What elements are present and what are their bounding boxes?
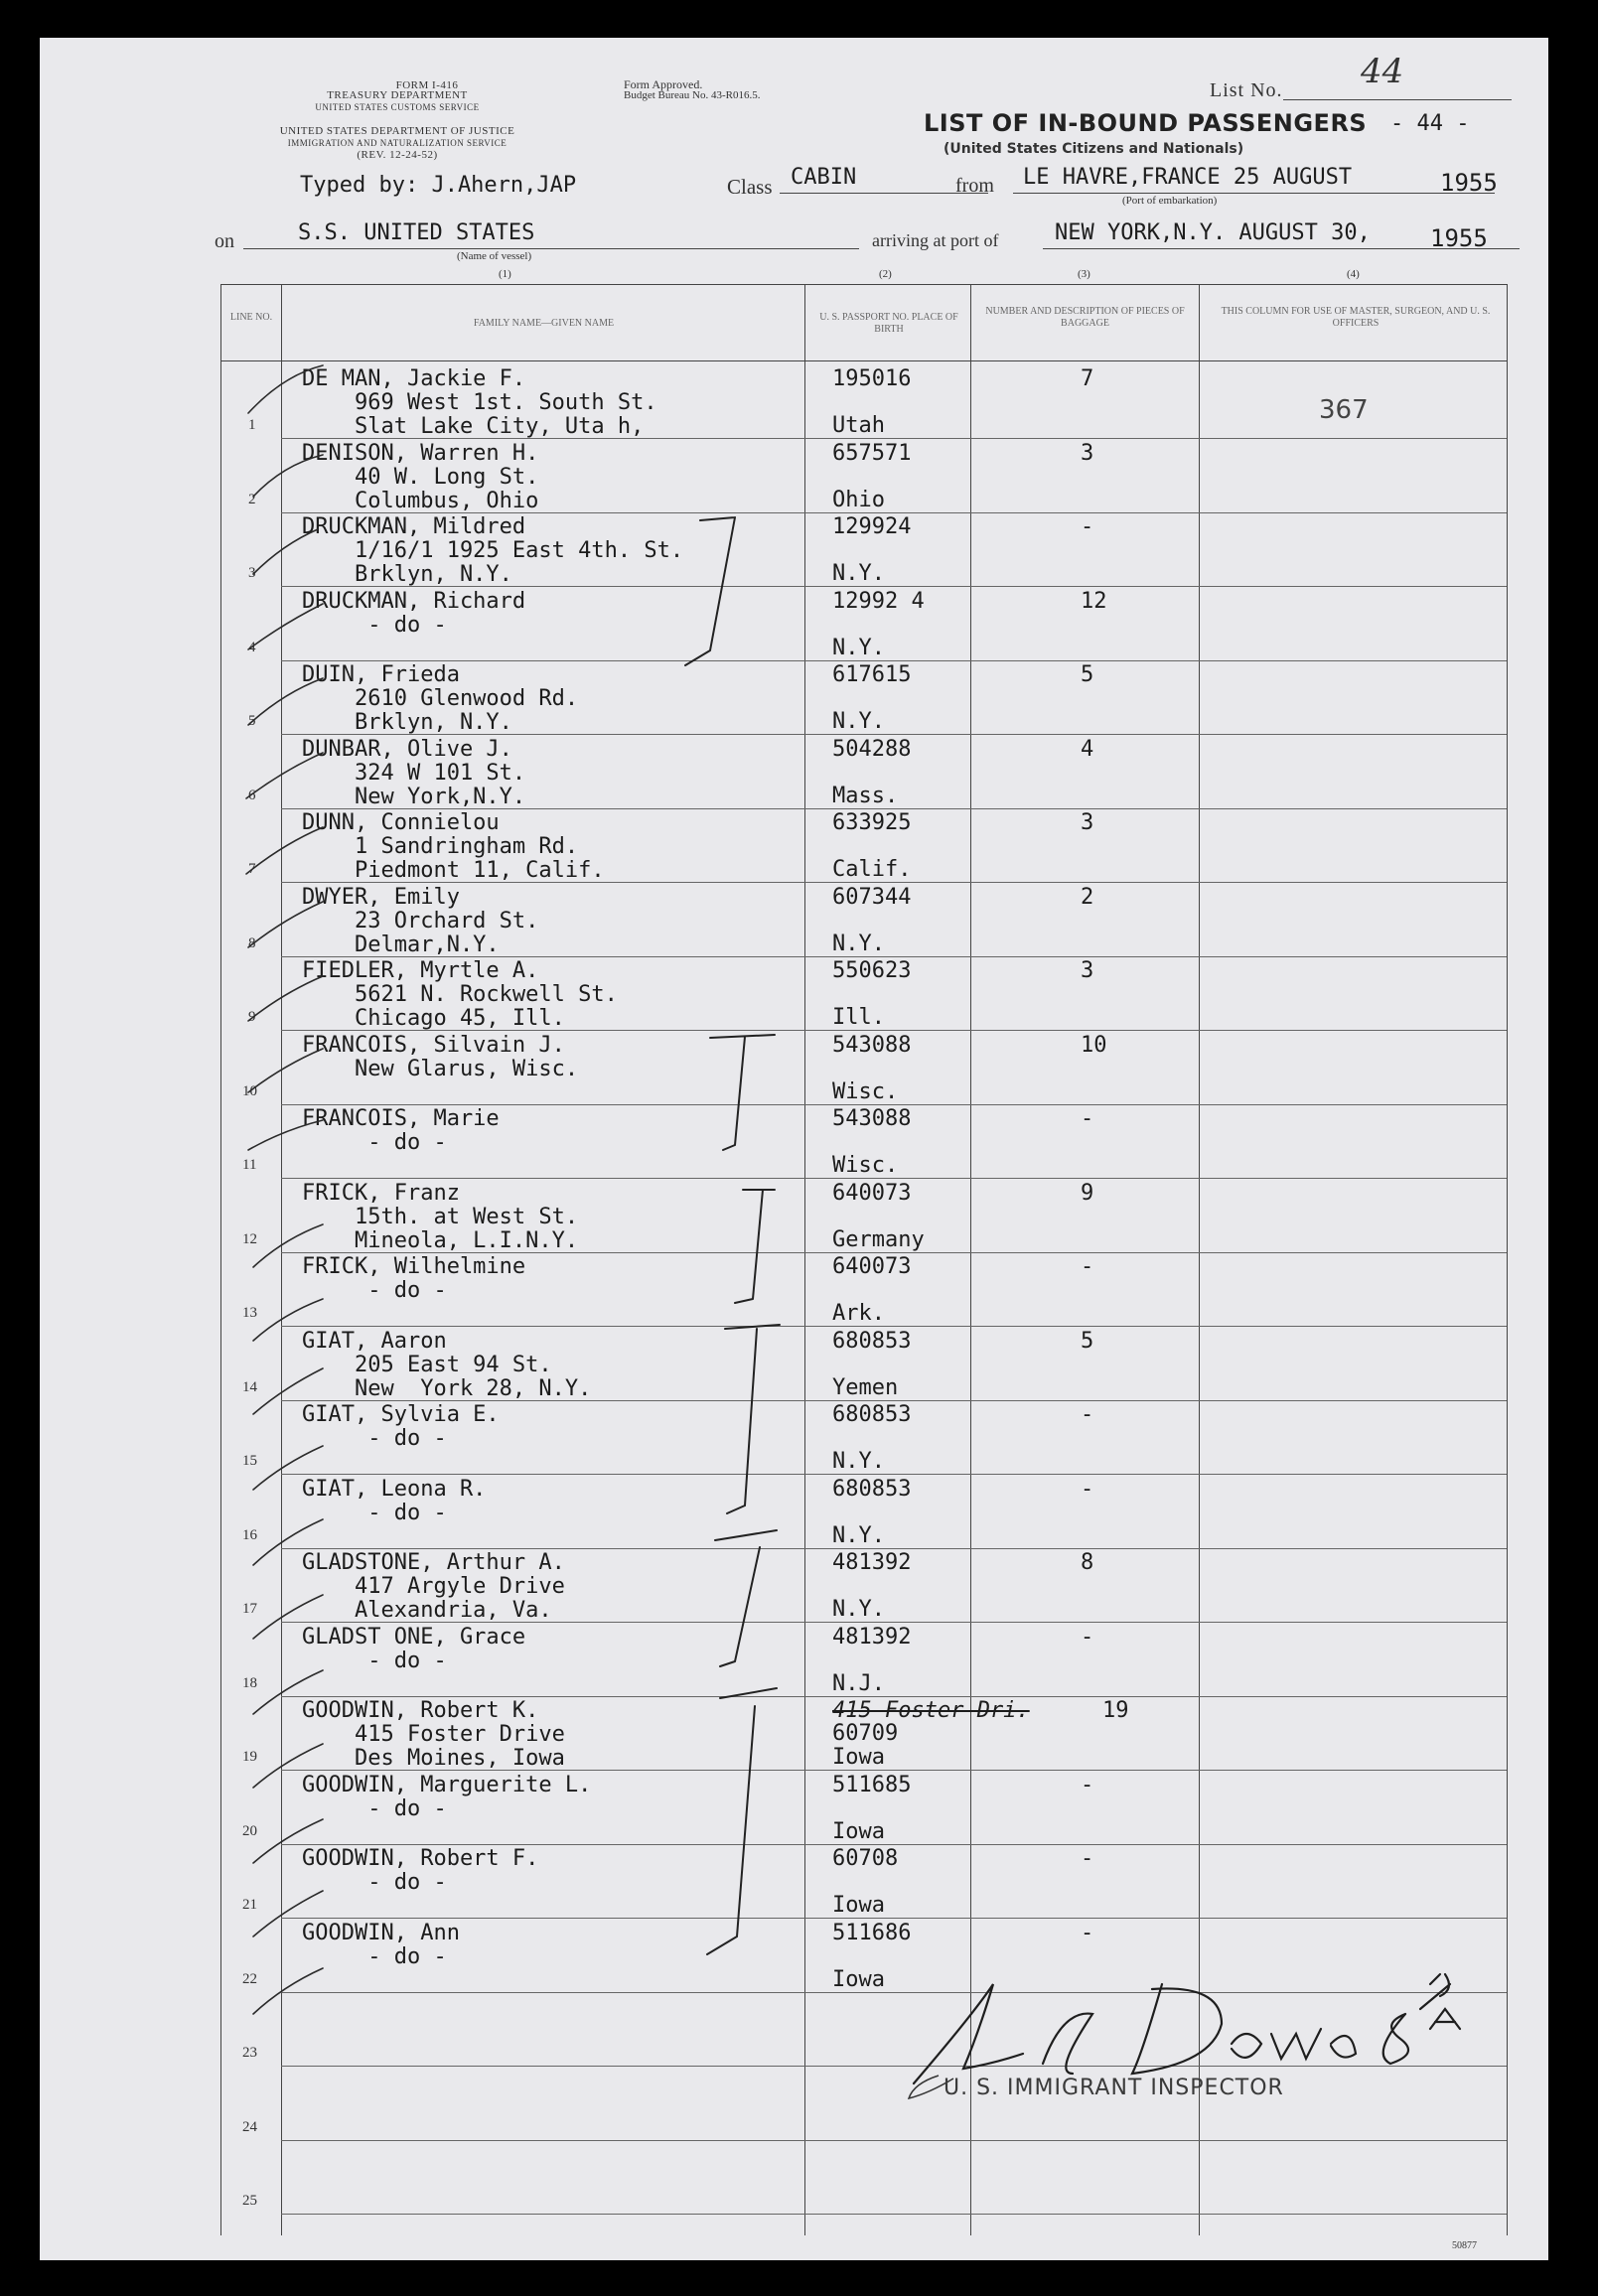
place-of-birth: Ohio — [832, 488, 885, 512]
line-number: 23 — [242, 2045, 257, 2061]
passport-number-corrected: 60709 — [832, 1721, 899, 1746]
col-num-4: (4) — [1347, 268, 1360, 280]
passport-number: 543088 — [832, 1033, 912, 1058]
officer-note: 367 — [1319, 395, 1369, 425]
passenger-address: 324 W 101 St. — [302, 761, 526, 786]
line-number: 8 — [248, 935, 256, 951]
arriving-label: arriving at port of — [872, 230, 999, 250]
col-header-passport: U. S. PASSPORT NO. PLACE OF BIRTH — [819, 312, 958, 335]
place-of-birth: N.Y. — [832, 636, 885, 660]
passenger-address: 40 W. Long St. — [302, 465, 539, 490]
passenger-name: GOODWIN, Robert F. — [302, 1846, 539, 1871]
passport-number: 680853 — [832, 1402, 912, 1427]
line-number: 2 — [248, 492, 256, 507]
passenger-name: FRICK, Wilhelmine — [302, 1254, 526, 1279]
class-label: Class — [727, 175, 773, 199]
passport-number: 481392 — [832, 1625, 912, 1650]
place-of-birth: N.Y. — [832, 1449, 885, 1474]
vessel-caption: (Name of vessel) — [457, 250, 532, 262]
ins-service: IMMIGRATION AND NATURALIZATION SERVICE — [287, 138, 508, 148]
place-of-birth: N.J. — [832, 1671, 885, 1696]
place-of-birth: Utah — [832, 413, 885, 438]
baggage-count: 3 — [1081, 441, 1094, 466]
place-of-birth: N.Y. — [832, 709, 885, 734]
passenger-address: Brklyn, N.Y. — [302, 562, 512, 587]
passport-number: 543088 — [832, 1106, 912, 1131]
budget-bureau: Budget Bureau No. 43-R016.5. — [624, 89, 761, 101]
passenger-name: GOODWIN, Marguerite L. — [302, 1773, 592, 1797]
line-number: 15 — [242, 1453, 257, 1469]
justice-dept: UNITED STATES DEPARTMENT OF JUSTICE — [279, 125, 515, 137]
baggage-count: 4 — [1081, 737, 1094, 762]
place-of-birth: N.Y. — [832, 932, 885, 956]
passenger-address: - do - — [302, 1944, 447, 1969]
footer-code: 50877 — [1452, 2240, 1477, 2251]
place-of-birth: Ill. — [832, 1005, 885, 1030]
passport-number: 633925 — [832, 810, 912, 835]
baggage-count: 10 — [1081, 1033, 1107, 1058]
baggage-count: - — [1081, 1921, 1094, 1945]
passenger-address: 417 Argyle Drive — [302, 1574, 565, 1599]
passenger-name: DENISON, Warren H. — [302, 441, 539, 466]
line-number: 13 — [242, 1305, 257, 1321]
line-number: 1 — [248, 417, 256, 433]
passenger-address: - do - — [302, 1870, 447, 1895]
port-embark-caption: (Port of embarkation) — [1122, 195, 1218, 207]
line-number: 20 — [242, 1823, 257, 1839]
line-number: 9 — [248, 1009, 256, 1025]
treasury-dept: TREASURY DEPARTMENT — [327, 89, 468, 101]
place-of-birth: N.Y. — [832, 561, 885, 586]
col-num-1: (1) — [499, 268, 511, 280]
passport-number: 657571 — [832, 441, 912, 466]
form-approved: Form Approved. — [624, 77, 703, 91]
baggage-count: 5 — [1081, 662, 1094, 687]
passport-number: 511685 — [832, 1773, 912, 1797]
col-num-2: (2) — [879, 268, 892, 280]
place-of-birth: Ark. — [832, 1301, 885, 1326]
place-of-birth: Germany — [832, 1227, 925, 1252]
place-of-birth: Iowa — [832, 1745, 885, 1770]
passport-number: 640073 — [832, 1181, 912, 1206]
place-of-birth: Iowa — [832, 1967, 885, 1992]
passport-number: 640073 — [832, 1254, 912, 1279]
passport-number: 550623 — [832, 958, 912, 983]
line-number: 24 — [242, 2119, 257, 2135]
passenger-name: DWYER, Emily — [302, 885, 460, 910]
baggage-count: 3 — [1081, 810, 1094, 835]
baggage-count: - — [1081, 1106, 1094, 1131]
passport-number: 481392 — [832, 1550, 912, 1575]
passenger-name: GLADST ONE, Grace — [302, 1625, 526, 1650]
line-number: 14 — [242, 1379, 257, 1395]
place-of-birth: Iowa — [832, 1893, 885, 1918]
passport-number: 12992 4 — [832, 589, 925, 614]
passenger-name: GIAT, Sylvia E. — [302, 1402, 500, 1427]
form-title: LIST OF IN-BOUND PASSENGERS — [924, 109, 1368, 137]
class-value: CABIN — [791, 165, 857, 190]
col-header-officers: THIS COLUMN FOR USE OF MASTER, SURGEON, AND U. S. OFFICERS — [1221, 306, 1491, 329]
passenger-address: - do - — [302, 1796, 447, 1821]
line-number: 21 — [242, 1897, 257, 1913]
form-subtitle: (United States Citizens and Nationals) — [944, 141, 1244, 157]
passenger-address: Des Moines, Iowa — [302, 1746, 565, 1771]
baggage-count: 12 — [1081, 589, 1107, 614]
line-number: 12 — [242, 1231, 257, 1247]
passenger-address: New York,N.Y. — [302, 785, 526, 809]
handwriting-marks — [40, 38, 1548, 2260]
passport-number: 680853 — [832, 1477, 912, 1502]
passenger-name: FRANCOIS, Silvain J. — [302, 1033, 565, 1058]
passenger-name: GOODWIN, Robert K. — [302, 1698, 539, 1723]
passenger-address: - do - — [302, 613, 447, 638]
col-header-line: LINE NO. — [229, 312, 273, 323]
list-no-label: List No. — [1210, 79, 1283, 101]
baggage-count: 19 — [1102, 1698, 1129, 1723]
line-number: 25 — [242, 2193, 257, 2209]
form-number: FORM I-416 — [395, 79, 459, 91]
passenger-address: Slat Lake City, Uta h, — [302, 414, 645, 439]
passenger-address: 1 Sandringham Rd. — [302, 834, 579, 859]
passenger-name: GOODWIN, Ann — [302, 1921, 460, 1945]
passenger-name: DUIN, Frieda — [302, 662, 460, 687]
passenger-address: Chicago 45, Ill. — [302, 1006, 565, 1031]
baggage-count: 7 — [1081, 366, 1094, 391]
passport-number: 415 Foster Dri. — [832, 1698, 1030, 1723]
passenger-name: DRUCKMAN, Richard — [302, 589, 526, 614]
place-of-birth: Calif. — [832, 857, 912, 882]
passenger-address: 969 West 1st. South St. — [302, 390, 657, 415]
passport-number: 607344 — [832, 885, 912, 910]
baggage-count: 8 — [1081, 1550, 1094, 1575]
line-number: 22 — [242, 1971, 257, 1987]
passenger-address: Brklyn, N.Y. — [302, 710, 512, 735]
col-header-baggage: NUMBER AND DESCRIPTION OF PIECES OF BAGGAGE — [985, 306, 1185, 329]
passport-number: 129924 — [832, 514, 912, 539]
passenger-address: 23 Orchard St. — [302, 909, 539, 933]
baggage-count: - — [1081, 1625, 1094, 1650]
line-number: 5 — [248, 713, 256, 729]
passenger-address: New York 28, N.Y. — [302, 1376, 592, 1401]
passenger-address: Piedmont 11, Calif. — [302, 858, 605, 883]
line-number: 7 — [248, 861, 256, 877]
passenger-name: GIAT, Leona R. — [302, 1477, 487, 1502]
place-of-birth: Wisc. — [832, 1079, 899, 1104]
passenger-name: DUNBAR, Olive J. — [302, 737, 512, 762]
passenger-address: 1/16/1 1925 East 4th. St. — [302, 538, 684, 563]
baggage-count: 9 — [1081, 1181, 1094, 1206]
col-num-3: (3) — [1078, 268, 1090, 280]
inspector-caption: U. S. IMMIGRANT INSPECTOR — [944, 2076, 1284, 2100]
passenger-address: - do - — [302, 1278, 447, 1303]
baggage-count: - — [1081, 514, 1094, 539]
passenger-address: Mineola, L.I.N.Y. — [302, 1228, 579, 1253]
passenger-name: DUNN, Connielou — [302, 810, 500, 835]
line-number: 6 — [248, 788, 256, 803]
passenger-address: Delmar,N.Y. — [302, 933, 500, 957]
place-of-birth: Wisc. — [832, 1153, 899, 1178]
line-number: 16 — [242, 1527, 257, 1543]
passenger-address: New Glarus, Wisc. — [302, 1057, 579, 1081]
manifest-sheet — [40, 38, 1548, 2260]
baggage-count: 2 — [1081, 885, 1094, 910]
baggage-count: - — [1081, 1254, 1094, 1279]
typed-by: Typed by: J.Ahern,JAP — [300, 173, 577, 198]
passenger-address: 5621 N. Rockwell St. — [302, 982, 618, 1007]
passenger-address: 2610 Glenwood Rd. — [302, 686, 579, 711]
passport-number: 195016 — [832, 366, 912, 391]
line-number: 4 — [248, 640, 256, 655]
passenger-name: FRANCOIS, Marie — [302, 1106, 500, 1131]
passenger-name: DE MAN, Jackie F. — [302, 366, 526, 391]
vessel-name: S.S. UNITED STATES — [298, 220, 535, 245]
arriving-year: 1955 — [1430, 224, 1488, 252]
on-label: on — [215, 230, 234, 252]
line-number: 10 — [242, 1083, 257, 1099]
baggage-count: - — [1081, 1477, 1094, 1502]
passenger-address: Alexandria, Va. — [302, 1598, 552, 1623]
page-mark: - 44 - — [1390, 111, 1470, 136]
passenger-name: DRUCKMAN, Mildred — [302, 514, 526, 539]
from-label: from — [955, 175, 994, 197]
line-number: 17 — [242, 1601, 257, 1617]
customs-service: UNITED STATES CUSTOMS SERVICE — [315, 102, 480, 112]
baggage-count: - — [1081, 1773, 1094, 1797]
place-of-birth: N.Y. — [832, 1523, 885, 1548]
passenger-address: - do - — [302, 1649, 447, 1673]
passenger-address: - do - — [302, 1426, 447, 1451]
place-of-birth: Mass. — [832, 784, 899, 808]
line-number: 19 — [242, 1749, 257, 1765]
passport-number: 511686 — [832, 1921, 912, 1945]
passenger-name: GLADSTONE, Arthur A. — [302, 1550, 565, 1575]
arriving-value: NEW YORK,N.Y. AUGUST 30, — [1055, 220, 1371, 245]
place-of-birth: Yemen — [832, 1375, 899, 1400]
passport-number: 680853 — [832, 1329, 912, 1354]
list-no-handwritten: 44 — [1361, 52, 1404, 91]
col-header-name: FAMILY NAME—GIVEN NAME — [473, 318, 615, 329]
baggage-count: - — [1081, 1402, 1094, 1427]
passenger-address: 415 Foster Drive — [302, 1722, 565, 1747]
place-of-birth: N.Y. — [832, 1597, 885, 1622]
passport-number: 617615 — [832, 662, 912, 687]
passport-number: 504288 — [832, 737, 912, 762]
passport-number: 60708 — [832, 1846, 899, 1871]
passenger-address: - do - — [302, 1130, 447, 1155]
line-number: 11 — [242, 1157, 257, 1173]
line-number: 18 — [242, 1675, 257, 1691]
passenger-address: 205 East 94 St. — [302, 1353, 552, 1377]
passenger-address: Columbus, Ohio — [302, 489, 539, 513]
from-value: LE HAVRE,FRANCE 25 AUGUST — [1023, 165, 1353, 190]
passenger-name: FIEDLER, Myrtle A. — [302, 958, 539, 983]
passenger-address: 15th. at West St. — [302, 1205, 579, 1229]
passenger-address: - do - — [302, 1501, 447, 1525]
from-year: 1955 — [1440, 169, 1498, 197]
baggage-count: 5 — [1081, 1329, 1094, 1354]
baggage-count: 3 — [1081, 958, 1094, 983]
passenger-name: GIAT, Aaron — [302, 1329, 447, 1354]
baggage-count: - — [1081, 1846, 1094, 1871]
revision: (REV. 12-24-52) — [357, 149, 438, 161]
place-of-birth: Iowa — [832, 1819, 885, 1844]
line-number: 3 — [248, 565, 256, 581]
passenger-name: FRICK, Franz — [302, 1181, 460, 1206]
